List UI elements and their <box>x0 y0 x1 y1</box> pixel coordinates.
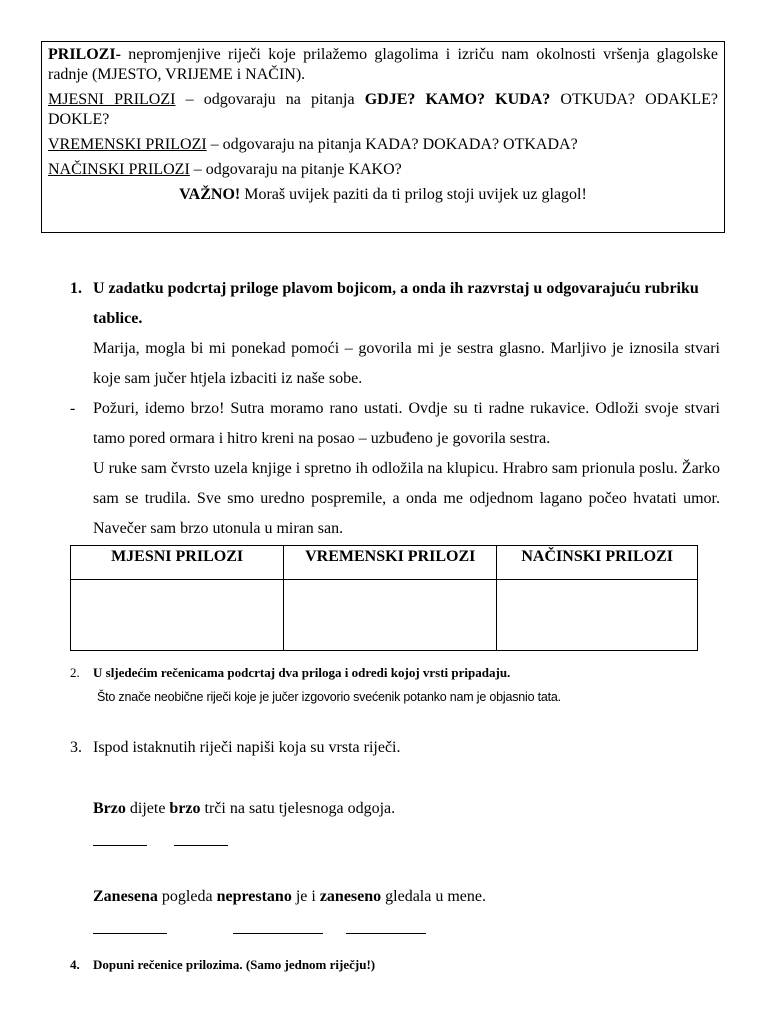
vazno-paragraph <box>48 185 718 205</box>
answer-blank[interactable] <box>174 845 228 846</box>
s1-word-1: Brzo <box>93 800 126 817</box>
mjesni-text: – odgovaraju na pitanja <box>175 91 365 108</box>
header-nacinski: NAČINSKI PRILOZI <box>497 546 698 580</box>
mjesni-paragraph <box>48 90 718 130</box>
vazno-label: VAŽNO! <box>179 186 241 203</box>
answer-blank[interactable] <box>346 933 426 934</box>
answer-blank[interactable] <box>93 845 147 846</box>
vremenski-paragraph <box>48 135 718 155</box>
s2-text-1: pogleda <box>157 888 217 905</box>
s2-text-3: gledala u mene. <box>381 888 486 905</box>
task-1-number: 1. <box>70 280 82 297</box>
table-header-row <box>71 546 698 580</box>
task-2-instruction: U sljedećim rečenicama podcrtaj dva priloga i odredi kojoj vrsti pripadaju. <box>93 665 511 680</box>
s2-text-2: je i <box>291 888 320 905</box>
answer-blank[interactable] <box>93 933 167 934</box>
definition-text: nepromjenjive riječi koje prilažemo glagolima i izriču nam okolnosti vršenja glagolske radnje (MJESTO, VRIJEME i NAČIN). <box>48 46 718 83</box>
task-1-dialogue <box>70 394 720 454</box>
nacinski-text: – odgovaraju na pitanje KAKO? <box>189 161 402 178</box>
task-1-paragraph-1: Marija, mogla bi mi ponekad pomoći – govorila mi je sestra glasno. Marljivo je iznosila stvari koje sam jučer htjela izbaciti iz naše sobe. <box>93 340 720 387</box>
classification-table <box>70 545 698 651</box>
definition-term: PRILOZI- <box>48 46 121 63</box>
s2-word-1: Zanesena <box>93 888 158 905</box>
mjesni-questions: GDJE? KAMO? KUDA? <box>364 91 551 108</box>
task-3 <box>70 737 401 759</box>
task-1-paragraph-2: Požuri, idemo brzo! Sutra moramo rano ustati. Ovdje su ti radne rukavice. Odloži svoje stvari tamo pored ormara i hitro kreni na posao – uzbuđeno je govorila sestra. <box>93 400 720 447</box>
answer-blank[interactable] <box>233 933 323 934</box>
mjesni-questions-rest: OTKUDA? ODAKLE? DOKLE? <box>48 91 719 128</box>
task-4-number: 4. <box>70 957 80 972</box>
definition-box <box>41 41 725 233</box>
vremenski-term: VREMENSKI PRILOZI <box>48 136 207 153</box>
task-2 <box>70 663 730 707</box>
dialogue-dash: - <box>70 400 76 417</box>
answer-cell-vremenski[interactable] <box>284 580 497 651</box>
s1-text-1: dijete <box>125 800 170 817</box>
task-1-paragraph-3: U ruke sam čvrsto uzela knjige i spretno ih odložila na klupicu. Hrabro sam prionula poslu. Žarko sam se trudila. Sve smo uredno pospremile, a onda me odjednom lagano počeo hvatati umor. Navečer sam brzo utonula u miran san. <box>93 460 720 537</box>
mjesni-term: MJESNI PRILOZI <box>48 91 176 108</box>
task-3-sentence-1 <box>93 798 395 820</box>
s2-word-2: neprestano <box>216 888 292 905</box>
s2-word-3: zaneseno <box>319 888 382 905</box>
task-1 <box>70 274 720 544</box>
header-vremenski: VREMENSKI PRILOZI <box>284 546 497 580</box>
task-4-instruction: Dopuni rečenice prilozima. (Samo jednom riječju!) <box>93 957 376 972</box>
table-answer-row <box>71 580 698 651</box>
nacinski-term: NAČINSKI PRILOZI <box>48 161 190 178</box>
header-mjesni: MJESNI PRILOZI <box>71 546 284 580</box>
task-3-number: 3. <box>70 739 82 756</box>
task-3-sentence-2 <box>93 886 486 908</box>
vremenski-text: – odgovaraju na pitanja KADA? DOKADA? OTKADA? <box>206 136 578 153</box>
task-3-instruction: Ispod istaknutih riječi napiši koja su vrsta riječi. <box>93 739 401 756</box>
s1-text-2: trči na satu tjelesnoga odgoja. <box>200 800 396 817</box>
nacinski-paragraph <box>48 160 718 180</box>
definition-paragraph <box>48 45 718 85</box>
answer-cell-mjesni[interactable] <box>71 580 284 651</box>
s1-word-2: brzo <box>169 800 201 817</box>
task-1-instruction: U zadatku podcrtaj priloge plavom bojicom, a onda ih razvrstaj u odgovarajuću rubriku tablice. <box>93 280 699 327</box>
answer-cell-nacinski[interactable] <box>497 580 698 651</box>
task-2-number: 2. <box>70 665 80 680</box>
task-2-sentence: Što znače neobične riječi koje je jučer izgovorio svećenik potanko nam je objasnio tata. <box>97 690 561 704</box>
task-4 <box>70 955 375 975</box>
vazno-text: Moraš uvijek paziti da ti prilog stoji uvijek uz glagol! <box>240 186 587 203</box>
